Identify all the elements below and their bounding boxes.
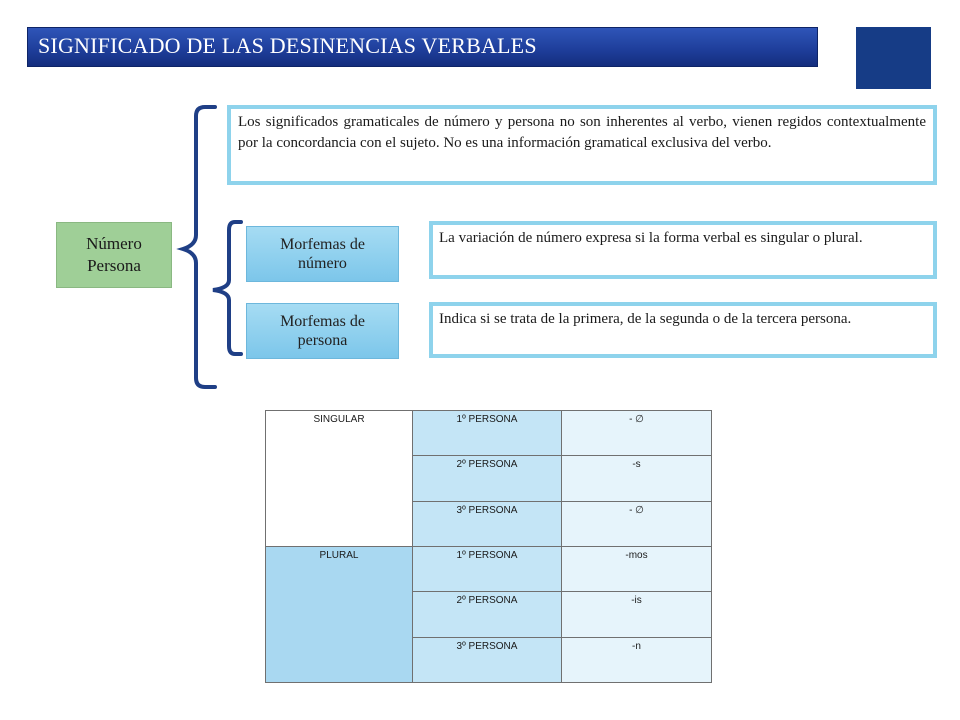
morfemas-numero-box <box>246 226 399 282</box>
person-cell: 1º PERSONA <box>413 546 562 591</box>
group-plural-cell: PLURAL <box>266 546 413 682</box>
person-cell: 3º PERSONA <box>413 501 562 546</box>
number-description: La variación de número expresa si la forma verbal es singular o plural. <box>439 230 863 246</box>
suffix-cell: - ∅ <box>562 501 712 546</box>
page-title: SIGNIFICADO DE LAS DESINENCIAS VERBALES <box>38 33 537 58</box>
suffix-cell: -s <box>562 456 712 501</box>
suffix-cell: -mos <box>562 546 712 591</box>
suffix-cell: - ∅ <box>562 411 712 456</box>
person-description: Indica si se trata de la primera, de la segunda o de la tercera persona. <box>439 311 852 327</box>
numero-persona-box <box>56 222 172 288</box>
person-cell: 2º PERSONA <box>413 592 562 637</box>
person-cell: 3º PERSONA <box>413 637 562 682</box>
table-row <box>266 411 712 456</box>
person-cell: 1º PERSONA <box>413 411 562 456</box>
person-note <box>429 302 937 358</box>
intro-note <box>227 105 937 185</box>
morfemas-persona-box <box>246 303 399 359</box>
morpheme-number-line1: Morfemas de <box>280 236 365 253</box>
inner-brace <box>213 222 241 354</box>
outer-brace <box>183 107 215 387</box>
concept-label-line1: Número <box>86 234 142 253</box>
morpheme-person-line1: Morfemas de <box>280 313 365 330</box>
intro-text: Los significados gramaticales de número y persona no son inherentes al verbo, vienen regidos contextualmente por la concordancia con el sujeto. No es una información gramatical exclusiva del verbo. <box>238 114 926 151</box>
concept-label-line2: Persona <box>87 256 141 275</box>
number-note <box>429 221 937 279</box>
desinence-table <box>265 410 712 683</box>
person-cell: 2º PERSONA <box>413 456 562 501</box>
morpheme-number-line2: número <box>298 255 347 272</box>
table-row <box>266 546 712 591</box>
suffix-cell: -n <box>562 637 712 682</box>
group-singular-cell: SINGULAR <box>266 411 413 547</box>
morpheme-person-line2: persona <box>297 332 348 349</box>
suffix-cell: -is <box>562 592 712 637</box>
